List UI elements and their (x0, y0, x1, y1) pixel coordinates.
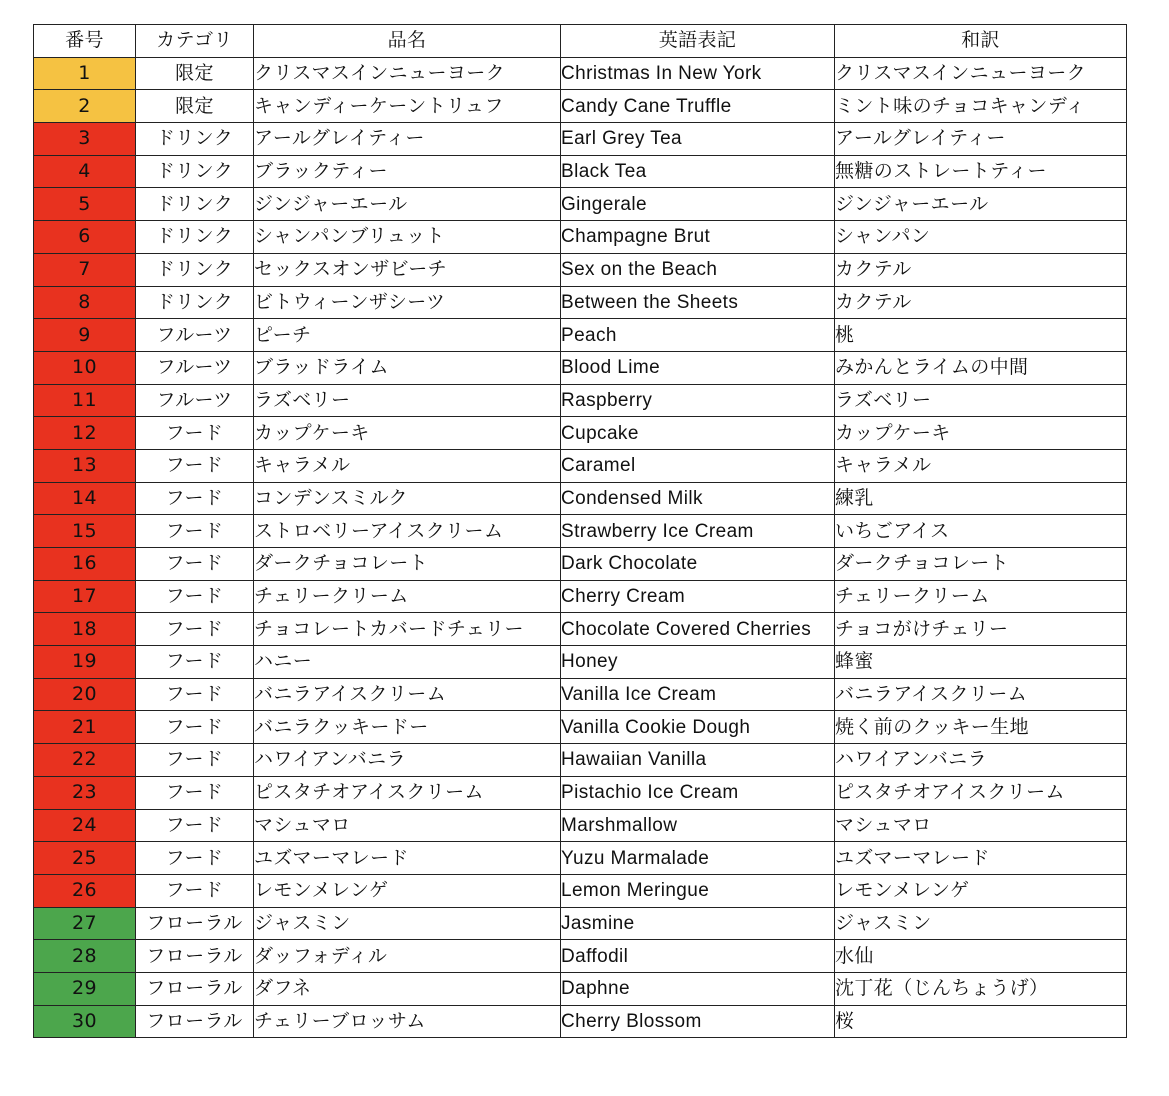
english-name-cell: Peach (561, 319, 835, 352)
japanese-translation-cell: 桃 (835, 319, 1127, 352)
header-product-name: 品名 (254, 25, 561, 58)
category-cell: フード (136, 776, 254, 809)
japanese-translation-cell: アールグレイティー (835, 123, 1127, 156)
category-cell: フード (136, 678, 254, 711)
category-cell: フード (136, 580, 254, 613)
row-number-cell: 1 (34, 57, 136, 90)
english-name-cell: Cherry Cream (561, 580, 835, 613)
japanese-translation-cell: レモンメレンゲ (835, 874, 1127, 907)
english-name-cell: Chocolate Covered Cherries (561, 613, 835, 646)
japanese-translation-cell: 沈丁花（じんちょうげ） (835, 972, 1127, 1005)
product-name-cell: コンデンスミルク (254, 482, 561, 515)
japanese-translation-cell: チョコがけチェリー (835, 613, 1127, 646)
japanese-translation-cell: 蜂蜜 (835, 646, 1127, 679)
row-number-cell: 18 (34, 613, 136, 646)
table-row (34, 90, 1127, 123)
japanese-translation-cell: いちごアイス (835, 515, 1127, 548)
japanese-translation-cell: バニラアイスクリーム (835, 678, 1127, 711)
table-row (34, 253, 1127, 286)
header-number: 番号 (34, 25, 136, 58)
english-name-cell: Between the Sheets (561, 286, 835, 319)
japanese-translation-cell: 無糖のストレートティー (835, 155, 1127, 188)
product-name-cell: セックスオンザビーチ (254, 253, 561, 286)
table-row (34, 711, 1127, 744)
row-number-cell: 3 (34, 123, 136, 156)
english-name-cell: Sex on the Beach (561, 253, 835, 286)
table-row (34, 613, 1127, 646)
product-name-cell: カップケーキ (254, 417, 561, 450)
product-name-cell: ダフネ (254, 972, 561, 1005)
japanese-translation-cell: カクテル (835, 286, 1127, 319)
japanese-translation-cell: クリスマスインニューヨーク (835, 57, 1127, 90)
english-name-cell: Marshmallow (561, 809, 835, 842)
category-cell: 限定 (136, 57, 254, 90)
category-cell: フード (136, 515, 254, 548)
row-number-cell: 23 (34, 776, 136, 809)
japanese-translation-cell: 水仙 (835, 940, 1127, 973)
category-cell: フルーツ (136, 351, 254, 384)
category-cell: フード (136, 449, 254, 482)
row-number-cell: 7 (34, 253, 136, 286)
english-name-cell: Lemon Meringue (561, 874, 835, 907)
product-name-cell: ピーチ (254, 319, 561, 352)
product-name-cell: レモンメレンゲ (254, 874, 561, 907)
table-row (34, 874, 1127, 907)
header-category: カテゴリ (136, 25, 254, 58)
category-cell: フード (136, 482, 254, 515)
english-name-cell: Yuzu Marmalade (561, 842, 835, 875)
row-number-cell: 11 (34, 384, 136, 417)
row-number-cell: 19 (34, 646, 136, 679)
table-row (34, 221, 1127, 254)
category-cell: フード (136, 613, 254, 646)
english-name-cell: Daphne (561, 972, 835, 1005)
row-number-cell: 14 (34, 482, 136, 515)
english-name-cell: Candy Cane Truffle (561, 90, 835, 123)
japanese-translation-cell: ピスタチオアイスクリーム (835, 776, 1127, 809)
japanese-translation-cell: ジャスミン (835, 907, 1127, 940)
category-cell: ドリンク (136, 155, 254, 188)
product-name-cell: ユズマーマレード (254, 842, 561, 875)
category-cell: フルーツ (136, 384, 254, 417)
table-row (34, 842, 1127, 875)
japanese-translation-cell: カクテル (835, 253, 1127, 286)
english-name-cell: Earl Grey Tea (561, 123, 835, 156)
english-name-cell: Daffodil (561, 940, 835, 973)
japanese-translation-cell: ジンジャーエール (835, 188, 1127, 221)
english-name-cell: Caramel (561, 449, 835, 482)
english-name-cell: Gingerale (561, 188, 835, 221)
category-cell: ドリンク (136, 286, 254, 319)
row-number-cell: 29 (34, 972, 136, 1005)
row-number-cell: 21 (34, 711, 136, 744)
table-row (34, 646, 1127, 679)
table-row (34, 907, 1127, 940)
row-number-cell: 20 (34, 678, 136, 711)
table-row (34, 286, 1127, 319)
japanese-translation-cell: シャンパン (835, 221, 1127, 254)
row-number-cell: 17 (34, 580, 136, 613)
header-english: 英語表記 (561, 25, 835, 58)
product-name-cell: チェリークリーム (254, 580, 561, 613)
category-cell: フード (136, 548, 254, 581)
category-cell: ドリンク (136, 253, 254, 286)
category-cell: ドリンク (136, 123, 254, 156)
row-number-cell: 30 (34, 1005, 136, 1038)
english-name-cell: Vanilla Cookie Dough (561, 711, 835, 744)
product-name-cell: ハニー (254, 646, 561, 679)
table-row (34, 57, 1127, 90)
japanese-translation-cell: 練乳 (835, 482, 1127, 515)
table-row (34, 744, 1127, 777)
japanese-translation-cell: チェリークリーム (835, 580, 1127, 613)
table-row (34, 940, 1127, 973)
row-number-cell: 16 (34, 548, 136, 581)
category-cell: フローラル (136, 907, 254, 940)
product-name-cell: ラズベリー (254, 384, 561, 417)
english-name-cell: Condensed Milk (561, 482, 835, 515)
table-row (34, 155, 1127, 188)
table-row (34, 319, 1127, 352)
table-row (34, 548, 1127, 581)
row-number-cell: 26 (34, 874, 136, 907)
english-name-cell: Honey (561, 646, 835, 679)
table-row (34, 972, 1127, 1005)
row-number-cell: 25 (34, 842, 136, 875)
category-cell: フード (136, 744, 254, 777)
row-number-cell: 10 (34, 351, 136, 384)
product-name-cell: マシュマロ (254, 809, 561, 842)
product-name-cell: バニラクッキードー (254, 711, 561, 744)
english-name-cell: Cupcake (561, 417, 835, 450)
japanese-translation-cell: ユズマーマレード (835, 842, 1127, 875)
product-name-cell: キャンディーケーントリュフ (254, 90, 561, 123)
category-cell: フード (136, 842, 254, 875)
table-body (34, 57, 1127, 1038)
row-number-cell: 4 (34, 155, 136, 188)
category-cell: フード (136, 711, 254, 744)
product-name-cell: クリスマスインニューヨーク (254, 57, 561, 90)
english-name-cell: Hawaiian Vanilla (561, 744, 835, 777)
table-row (34, 384, 1127, 417)
english-name-cell: Strawberry Ice Cream (561, 515, 835, 548)
english-name-cell: Raspberry (561, 384, 835, 417)
product-name-cell: ビトウィーンザシーツ (254, 286, 561, 319)
japanese-translation-cell: みかんとライムの中間 (835, 351, 1127, 384)
product-name-cell: シャンパンブリュット (254, 221, 561, 254)
category-cell: フルーツ (136, 319, 254, 352)
table-row (34, 809, 1127, 842)
product-name-cell: ピスタチオアイスクリーム (254, 776, 561, 809)
english-name-cell: Christmas In New York (561, 57, 835, 90)
english-name-cell: Black Tea (561, 155, 835, 188)
english-name-cell: Dark Chocolate (561, 548, 835, 581)
row-number-cell: 6 (34, 221, 136, 254)
table-row (34, 678, 1127, 711)
row-number-cell: 24 (34, 809, 136, 842)
product-name-cell: ダッフォディル (254, 940, 561, 973)
japanese-translation-cell: ダークチョコレート (835, 548, 1127, 581)
row-number-cell: 13 (34, 449, 136, 482)
english-name-cell: Jasmine (561, 907, 835, 940)
table-row (34, 123, 1127, 156)
product-name-cell: ハワイアンバニラ (254, 744, 561, 777)
product-name-cell: ジャスミン (254, 907, 561, 940)
row-number-cell: 15 (34, 515, 136, 548)
row-number-cell: 22 (34, 744, 136, 777)
header-row (34, 25, 1127, 58)
row-number-cell: 2 (34, 90, 136, 123)
english-name-cell: Vanilla Ice Cream (561, 678, 835, 711)
product-name-cell: キャラメル (254, 449, 561, 482)
category-cell: ドリンク (136, 221, 254, 254)
japanese-translation-cell: ラズベリー (835, 384, 1127, 417)
table-row (34, 515, 1127, 548)
category-cell: フローラル (136, 940, 254, 973)
table-row (34, 776, 1127, 809)
row-number-cell: 5 (34, 188, 136, 221)
english-name-cell: Champagne Brut (561, 221, 835, 254)
category-cell: ドリンク (136, 188, 254, 221)
product-name-cell: バニラアイスクリーム (254, 678, 561, 711)
table-row (34, 351, 1127, 384)
table-row (34, 482, 1127, 515)
japanese-translation-cell: カップケーキ (835, 417, 1127, 450)
header-japanese: 和訳 (835, 25, 1127, 58)
table-row (34, 449, 1127, 482)
english-name-cell: Cherry Blossom (561, 1005, 835, 1038)
row-number-cell: 27 (34, 907, 136, 940)
row-number-cell: 9 (34, 319, 136, 352)
category-cell: 限定 (136, 90, 254, 123)
row-number-cell: 8 (34, 286, 136, 319)
category-cell: フード (136, 646, 254, 679)
english-name-cell: Pistachio Ice Cream (561, 776, 835, 809)
product-name-cell: ジンジャーエール (254, 188, 561, 221)
product-name-cell: チョコレートカバードチェリー (254, 613, 561, 646)
english-name-cell: Blood Lime (561, 351, 835, 384)
table-row (34, 1005, 1127, 1038)
category-cell: フード (136, 874, 254, 907)
category-cell: フード (136, 417, 254, 450)
japanese-translation-cell: ミント味のチョコキャンディ (835, 90, 1127, 123)
product-name-cell: ブラックティー (254, 155, 561, 188)
japanese-translation-cell: マシュマロ (835, 809, 1127, 842)
scent-table (33, 24, 1127, 1038)
category-cell: フローラル (136, 1005, 254, 1038)
category-cell: フローラル (136, 972, 254, 1005)
product-name-cell: ストロベリーアイスクリーム (254, 515, 561, 548)
category-cell: フード (136, 809, 254, 842)
table-row (34, 580, 1127, 613)
product-name-cell: アールグレイティー (254, 123, 561, 156)
row-number-cell: 12 (34, 417, 136, 450)
row-number-cell: 28 (34, 940, 136, 973)
japanese-translation-cell: 焼く前のクッキー生地 (835, 711, 1127, 744)
product-name-cell: チェリーブロッサム (254, 1005, 561, 1038)
product-name-cell: ブラッドライム (254, 351, 561, 384)
japanese-translation-cell: ハワイアンバニラ (835, 744, 1127, 777)
table-row (34, 417, 1127, 450)
japanese-translation-cell: キャラメル (835, 449, 1127, 482)
table-row (34, 188, 1127, 221)
japanese-translation-cell: 桜 (835, 1005, 1127, 1038)
product-name-cell: ダークチョコレート (254, 548, 561, 581)
